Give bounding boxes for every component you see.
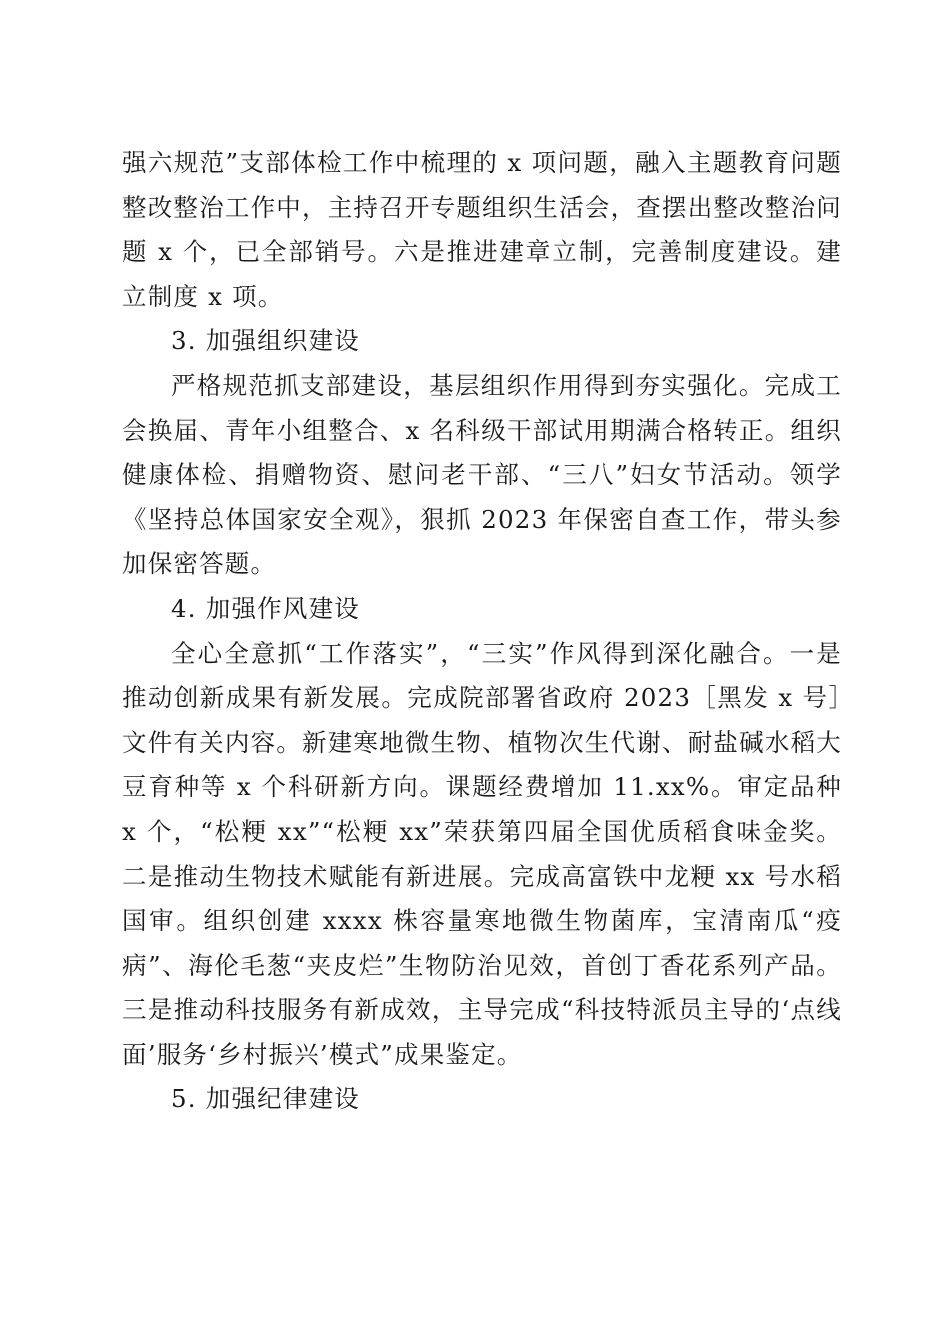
paragraph-continued: 强六规范”支部体检工作中梳理的 x 项问题，融入主题教育问题整改整治工作中，主持召开专题组织生活会，查摆出整改整治问题 x 个，已全部销号。六是推进建章立制，完善制度建设。建立制度 x 项。 [122, 148, 842, 311]
section-heading-5: 5. 加强纪律建设 [171, 1084, 360, 1114]
document-body [122, 141, 842, 1122]
paragraph-work-style: 全心全意抓“工作落实”，“三实”作风得到深化融合。一是推动创新成果有新发展。完成院部署省政府 2023［黑发 x 号］文件有关内容。新建寒地微生物、植物次生代谢、耐盐碱水稻大豆育种等 x 个科研新方向。课题经费增加 11.xx%。审定品种 x 个，“松粳 xx”“松粳 xx”荣获第四届全国优质稻食味金奖。二是推动生物技术赋能有新进展。完成高富铁中龙粳 xx 号水稻国审。组织创建 xxxx 株容量寒地微生物菌库，宝清南瓜“疫病”、海伦毛葱“夹皮烂”生物防治见效，首创丁香花系列产品。三是推动科技服务有新成效，主导完成“科技特派员主导的‘点线面’服务‘乡村振兴’模式”成果鉴定。 [122, 638, 842, 1069]
paragraph-organization: 严格规范抓支部建设，基层组织作用得到夯实强化。完成工会换届、青年小组整合、x 名科级干部试用期满合格转正。组织健康体检、捐赠物资、慰问老干部、“三八”妇女节活动。领学《坚持总体国家安全观》，狠抓 2023 年保密自查工作，带头参加保密答题。 [122, 370, 842, 579]
section-heading-4: 4. 加强作风建设 [171, 593, 360, 623]
section-heading-3: 3. 加强组织建设 [171, 326, 360, 356]
